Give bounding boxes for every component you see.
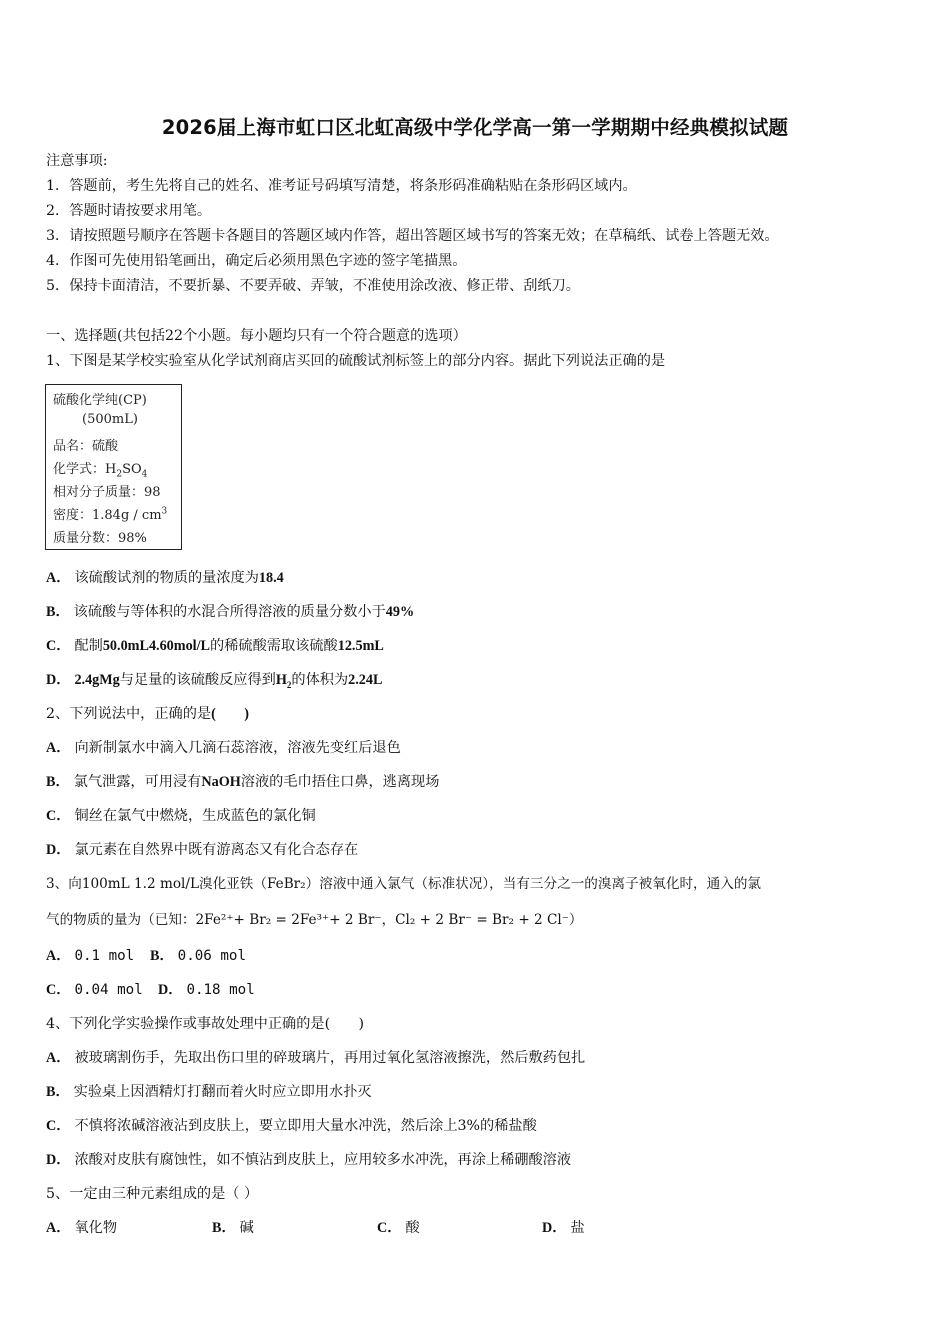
label-line-density: 密度：$1.84g / cm^3$ bbox=[53, 506, 168, 523]
question-4-stem: 4、下列化学实验操作或事故处理中正确的是( ) bbox=[46, 1016, 365, 1032]
q5-option-a[interactable]: A． 氧化物 bbox=[46, 1220, 118, 1236]
notice-item: 2．答题时请按要求用笔。 bbox=[46, 203, 212, 219]
q3-option-d[interactable]: D． 0.18 mol bbox=[158, 982, 255, 998]
q3-option-b[interactable]: B． 0.06 mol bbox=[150, 948, 246, 964]
q1-option-c[interactable]: C． 配制50.0mL4.60mol/L的稀硫酸需取该硫酸12.5mL bbox=[46, 638, 384, 654]
q4-option-d[interactable]: D． 浓酸对皮肤有腐蚀性，如不慎沾到皮肤上，应用较多水冲洗，再涂上稀硼酸溶液 bbox=[46, 1152, 572, 1168]
q5-option-b[interactable]: B． 碱 bbox=[212, 1220, 254, 1236]
notice-item: 4．作图可先使用铅笔画出，确定后必须用黑色字迹的签字笔描黑。 bbox=[46, 253, 467, 269]
label-line: 品名：硫酸 bbox=[53, 439, 119, 454]
notice-item: 1．答题前，考生先将自己的姓名、准考证号码填写清楚，将条形码准确粘贴在条形码区域内。 bbox=[46, 178, 637, 194]
q1-option-d[interactable]: D． 2.4gMg与足量的该硫酸反应得到$H_2$的体积为2.24L bbox=[46, 672, 383, 690]
q2-option-c[interactable]: C． 铜丝在氯气中燃烧，生成蓝色的氯化铜 bbox=[46, 808, 316, 824]
section-heading: 一、选择题(共包括22个小题。每小题均只有一个符合题意的选项） bbox=[46, 328, 467, 344]
q4-option-a[interactable]: A． 被玻璃割伤手，先取出伤口里的碎玻璃片，再用过氧化氢溶液擦洗，然后敷药包扎 bbox=[46, 1050, 586, 1066]
notice-heading: 注意事项: bbox=[46, 153, 108, 169]
question-5-stem: 5、一定由三种元素组成的是（ ） bbox=[46, 1186, 259, 1202]
reagent-label-image bbox=[45, 384, 182, 550]
q2-option-a[interactable]: A． 向新制氯水中滴入几滴石蕊溶液，溶液先变红后退色 bbox=[46, 740, 401, 756]
label-line: 硫酸化学纯(CP) bbox=[53, 393, 147, 408]
label-line: 相对分子质量：98 bbox=[53, 485, 161, 500]
q1-option-a[interactable]: A． 该硫酸试剂的物质的量浓度为18.4 bbox=[46, 570, 284, 586]
question-3-stem-cont: 气的物质的量为（已知：2Fe²⁺+ Br₂ = 2Fe³⁺+ 2 Br⁻，Cl₂ + 2 Br⁻ = Br₂ + 2 Cl⁻） bbox=[46, 912, 583, 928]
label-line: (500mL) bbox=[82, 412, 138, 427]
q5-option-d[interactable]: D． 盐 bbox=[542, 1220, 585, 1236]
q4-option-c[interactable]: C． 不慎将浓碱溶液沾到皮肤上，要立即用大量水冲洗，然后涂上3%的稀盐酸 bbox=[46, 1118, 537, 1134]
label-line-formula: 化学式：$H_2SO_4$ bbox=[53, 462, 148, 480]
q4-option-b[interactable]: B． 实验桌上因酒精灯打翻而着火时应立即用水扑灭 bbox=[46, 1084, 372, 1100]
label-line: 质量分数：98% bbox=[53, 531, 147, 546]
question-3-stem: 3、向100mL 1.2 mol/L溴化亚铁（FeBr₂）溶液中通入氯气（标准状况），当有三分之一的溴离子被氧化时，通入的氯 bbox=[46, 876, 762, 892]
page-title: 2026届上海市虹口区北虹高级中学化学高一第一学期期中经典模拟试题 bbox=[161, 116, 789, 139]
q3-option-c[interactable]: C． 0.04 mol bbox=[46, 982, 143, 998]
question-2-stem: 2、下列说法中，正确的是( ) bbox=[46, 706, 249, 722]
question-1-stem: 1、下图是某学校实验室从化学试剂商店买回的硫酸试剂标签上的部分内容。据此下列说法正确的是 bbox=[46, 353, 666, 369]
q2-option-d[interactable]: D． 氯元素在自然界中既有游离态又有化合态存在 bbox=[46, 842, 359, 858]
q1-option-b[interactable]: B． 该硫酸与等体积的水混合所得溶液的质量分数小于49% bbox=[46, 604, 415, 620]
notice-item: 5．保持卡面清洁，不要折暴、不要弄破、弄皱，不准使用涂改液、修正带、刮纸刀。 bbox=[46, 278, 580, 294]
q5-option-c[interactable]: C． 酸 bbox=[377, 1220, 420, 1236]
q2-option-b[interactable]: B． 氯气泄露，可用浸有NaOH溶液的毛巾捂住口鼻，逃离现场 bbox=[46, 774, 440, 790]
q3-option-a[interactable]: A． 0.1 mol bbox=[46, 948, 135, 964]
notice-item: 3．请按照题号顺序在答题卡各题目的答题区域内作答，超出答题区域书写的答案无效；在草稿纸、试卷上答题无效。 bbox=[46, 228, 779, 244]
